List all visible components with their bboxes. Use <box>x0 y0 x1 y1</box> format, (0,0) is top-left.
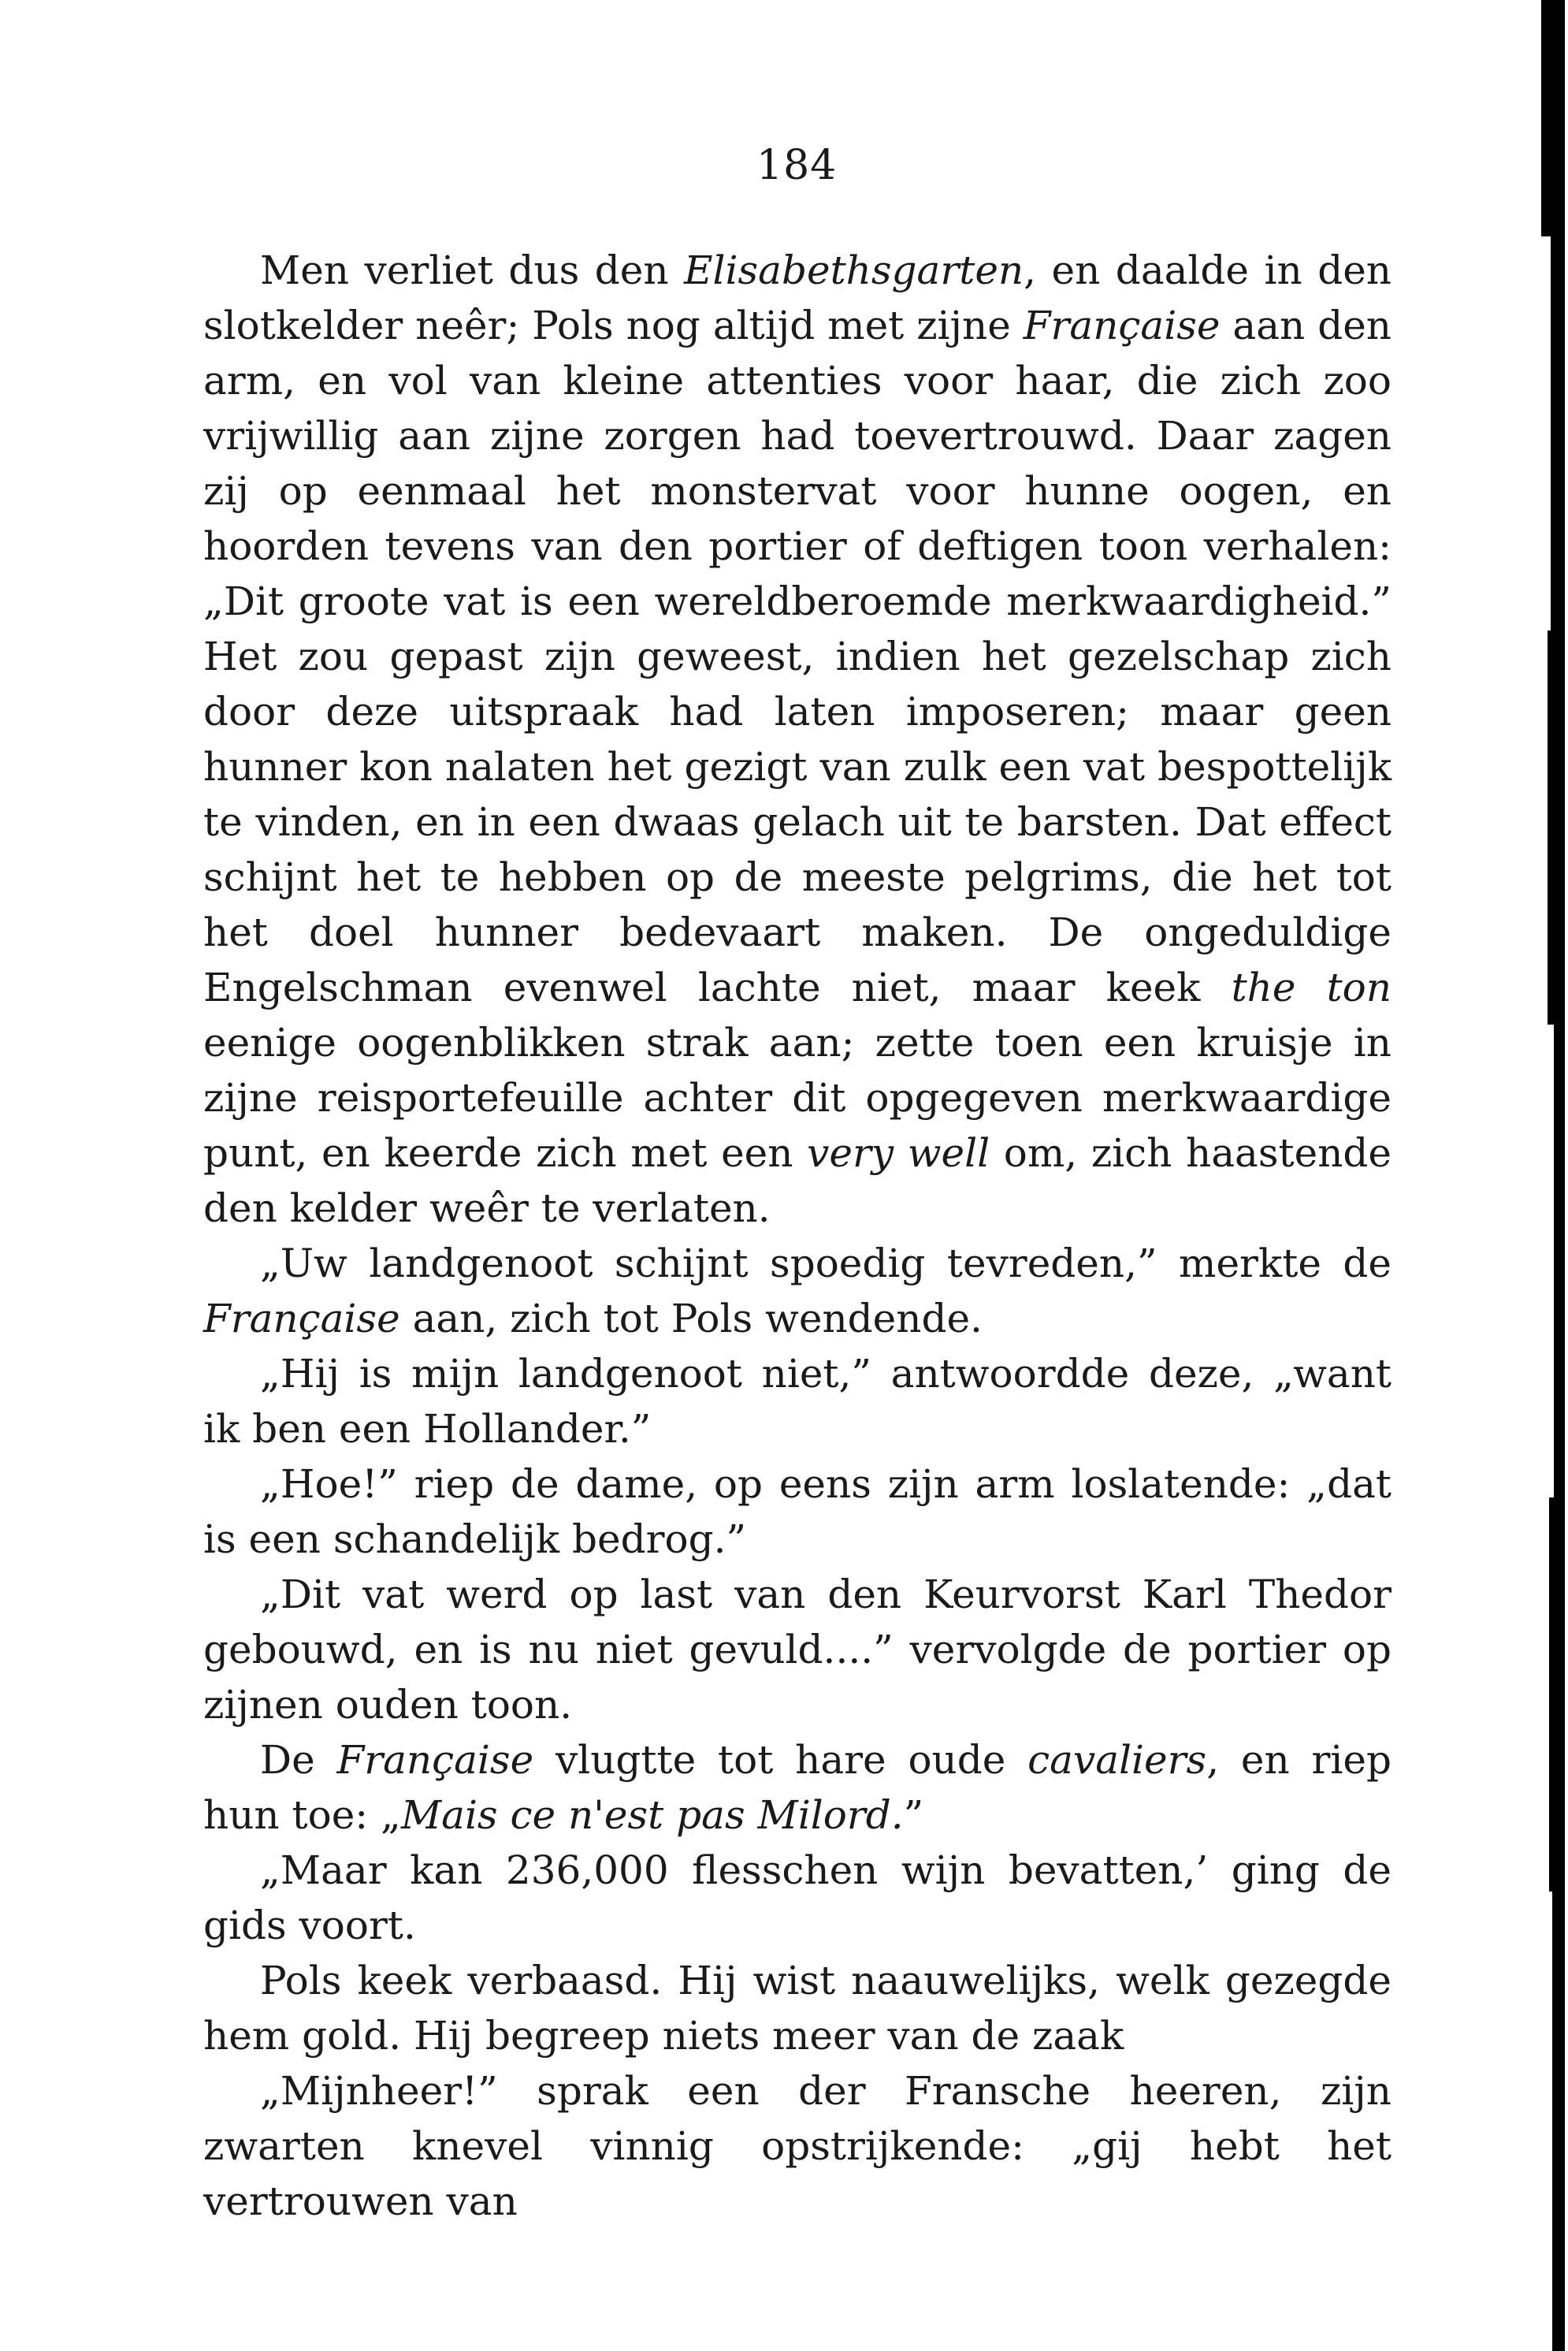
text-run: De <box>260 1737 337 1783</box>
text-run: „Dit vat werd op last van den Keurvorst Karl Thedor gebouwd, en is nu niet gevuld....” vervolgde de portier op zijnen ouden toon. <box>203 1572 1392 1728</box>
text-run: eenige oogenblikken strak aan; zette toen een kruisje in zijne reisportefeuille achter dit opgegeven merkwaardige punt, en keerde zich met een <box>203 1020 1392 1176</box>
text-run: om, zich haastende den kelder weêr te verlaten. <box>203 1130 1392 1231</box>
text-run: Pols keek verbaasd. Hij wist naauwelijks, welk gezegde hem gold. Hij begreep niets meer van de zaak <box>203 1958 1392 2059</box>
italic-text: Française <box>336 1737 534 1783</box>
italic-text: Mais ce n'est pas Milord. <box>400 1792 904 1838</box>
text-run: vlugtte tot hare oude <box>533 1737 1028 1783</box>
text-run: „Mijnheer!” sprak een der Fransche heeren, zijn zwarten knevel vinnig opstrijkende: „gij hebt het vertrouwen van <box>203 2068 1392 2224</box>
text-run: , en riep hun toe: „ <box>203 1737 1392 1838</box>
text-run: Men verliet dus den <box>260 247 685 293</box>
text-run: „Hij is mijn landgenoot niet,” antwoordde deze, „want ik ben een Hollander.” <box>203 1351 1392 1452</box>
paragraph <box>203 1456 1392 1567</box>
italic-text: very well <box>807 1130 990 1176</box>
paragraph <box>203 1953 1392 2063</box>
italic-text: the ton <box>1231 965 1392 1010</box>
italic-text: cavaliers <box>1027 1737 1207 1783</box>
scan-edge-shadow <box>1521 0 1568 2351</box>
text-run: aan den arm, en vol van kleine attenties voor haar, die zich zoo vrijwillig aan zijne zorgen had toevertrouwd. Daar zagen zij op eenmaal het monstervat voor hunne oogen, en hoorden tevens van den portier of deftigen toon verhalen: „Dit groote vat is een wereldberoemde merkwaardigheid.” Het zou gepast zijn geweest, indien het gezelschap zich door deze uitspraak had laten imposeren; maar geen hunner kon nalaten het gezigt van zulk een vat bespottelijk te vinden, en in een dwaas gelach uit te barsten. Dat effect schijnt het te hebben op de meeste pelgrims, die het tot het doel hunner bedevaart maken. De ongeduldige Engelschman evenwel lachte niet, maar keek <box>203 303 1392 1010</box>
italic-text: Française <box>203 1296 400 1341</box>
italic-text: Elisabethsgarten <box>684 247 1024 293</box>
text-run: „Uw landgenoot schijnt spoedig tevreden,” merkte de <box>260 1241 1392 1286</box>
text-run: „Maar kan 236,000 flesschen wijn bevatten,’ ging de gids voort. <box>203 1847 1392 1948</box>
paragraph <box>203 243 1392 1236</box>
text-run: ” <box>903 1792 924 1838</box>
page-number: 184 <box>756 142 838 189</box>
paragraph <box>203 2063 1392 2229</box>
text-run: „Hoe!” riep de dame, op eens zijn arm loslatende: „dat is een schandelijk bedrog.” <box>203 1461 1392 1562</box>
paragraph <box>203 1346 1392 1456</box>
paragraph <box>203 1567 1392 1732</box>
paragraph <box>203 1732 1392 1843</box>
text-run: aan, zich tot Pols wendende. <box>399 1296 983 1341</box>
paragraph <box>203 1236 1392 1346</box>
paragraph <box>203 1843 1392 1953</box>
body-text <box>203 243 1392 2229</box>
italic-text: Française <box>1023 303 1221 348</box>
text-run: , en daalde in den slotkelder neêr; Pols nog altijd met zijne <box>203 247 1392 348</box>
